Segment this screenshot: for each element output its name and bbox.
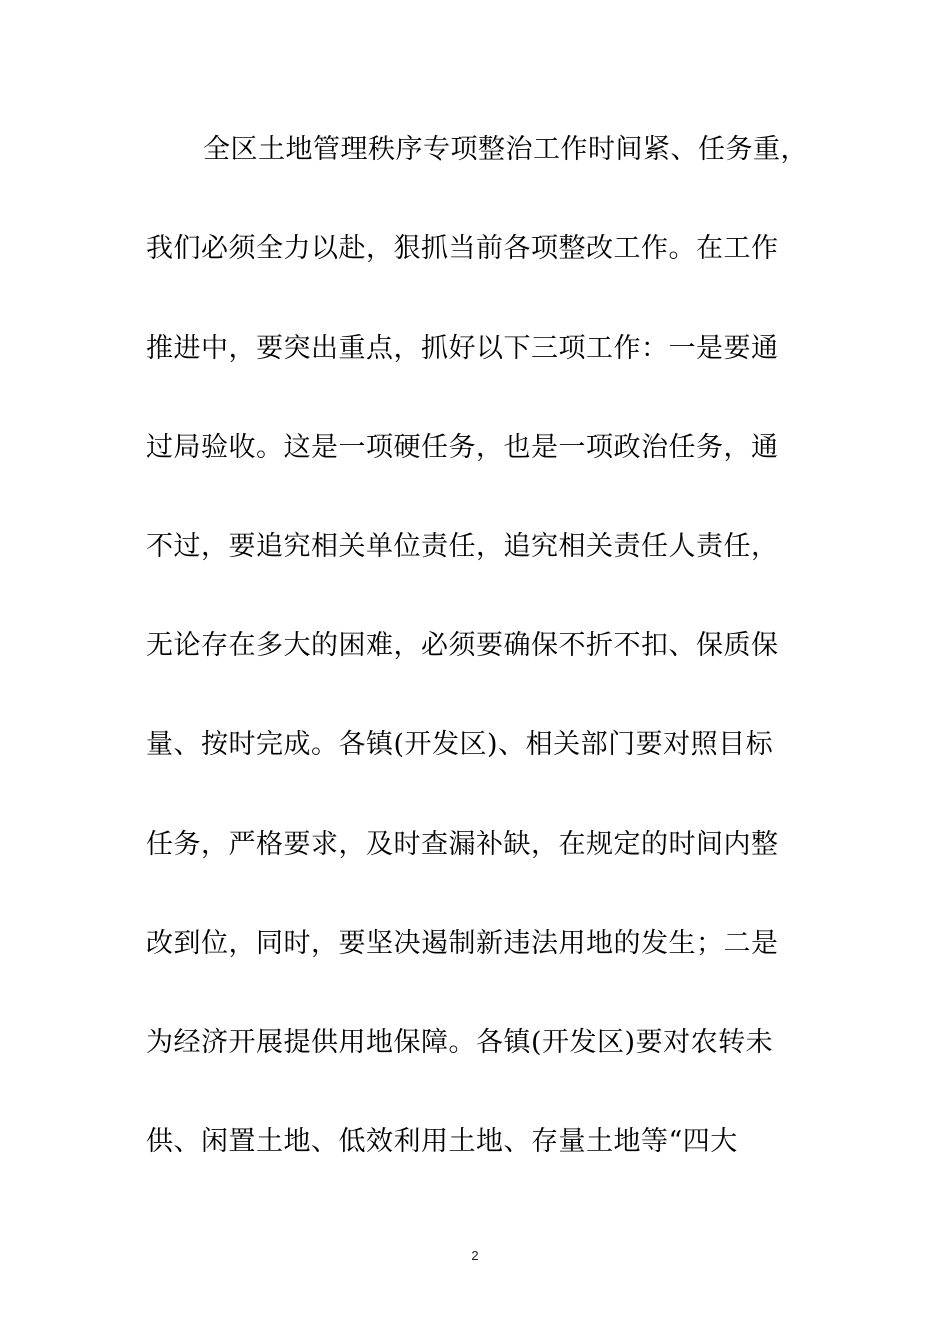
paragraph-line-1: 全区土地管理秩序专项整治工作时间紧、任务重， [203,134,808,165]
paragraph-line-11: 供、闲置土地、低效利用土地、存量土地等“四大 [146,1126,738,1157]
paragraph-line-7: 量、按时完成。各镇(开发区)、相关部门要对照目标 [146,729,774,760]
paragraph-line-10: 为经济开展提供用地保障。各镇(开发区)要对农转未 [146,1027,774,1058]
paragraph-line-6: 无论存在多大的困难，必须要确保不折不扣、保质保 [146,630,779,661]
paragraph-line-5: 不过，要追究相关单位责任，追究相关责任人责任， [146,531,779,562]
paragraph-line-3: 推进中，要突出重点，抓好以下三项工作：一是要通 [146,333,779,364]
page-number: 2 [471,1248,479,1263]
paragraph-line-8: 任务，严格要求，及时查漏补缺，在规定的时间内整 [146,829,779,860]
paragraph-line-9: 改到位，同时，要坚决遏制新违法用地的发生；二是 [146,928,779,959]
paragraph-line-2: 我们必须全力以赴，狠抓当前各项整改工作。在工作 [146,233,779,264]
paragraph-line-4: 过局验收。这是一项硬任务，也是一项政治任务，通 [146,432,779,463]
